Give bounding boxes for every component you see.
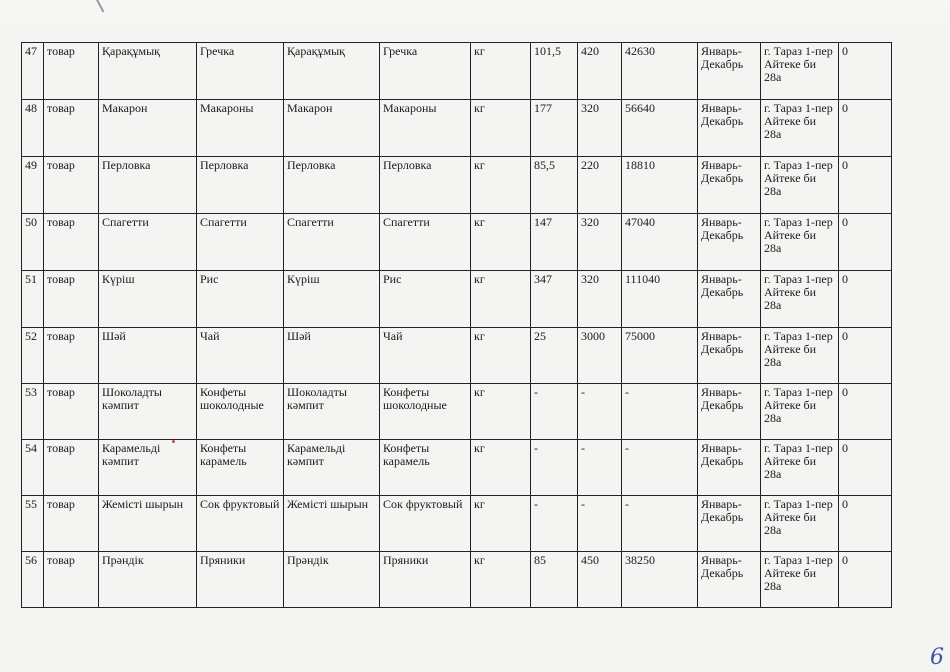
cell-price: 450 — [578, 552, 622, 608]
cell-name-russian: Пряники — [197, 552, 284, 608]
cell-price: 320 — [578, 271, 622, 328]
cell-name-kazakh-2: Жемісті шырын — [284, 496, 380, 552]
cell-name-kazakh: Перловка — [99, 157, 197, 214]
cell-item-type: товар — [44, 496, 99, 552]
cell-name-kazakh: Күріш — [99, 271, 197, 328]
cell-delivery-place: г. Тараз 1-пер Айтеке би 28а — [761, 214, 839, 271]
cell-row-number: 55 — [22, 496, 44, 552]
cell-unit: кг — [471, 384, 531, 440]
cell-sum: 111040 — [622, 271, 698, 328]
cell-name-kazakh-2: Перловка — [284, 157, 380, 214]
cell-row-number: 47 — [22, 43, 44, 100]
cell-name-russian: Сок фруктовый — [197, 496, 284, 552]
cell-advance-percent: 0 — [839, 440, 892, 496]
cell-advance-percent: 0 — [839, 496, 892, 552]
cell-name-russian-2: Конфеты карамель — [380, 440, 471, 496]
cell-row-number: 50 — [22, 214, 44, 271]
cell-advance-percent: 0 — [839, 100, 892, 157]
cell-sum: - — [622, 496, 698, 552]
cell-price: - — [578, 440, 622, 496]
cell-delivery-place: г. Тараз 1-пер Айтеке би 28а — [761, 384, 839, 440]
cell-name-russian: Рис — [197, 271, 284, 328]
cell-advance-percent: 0 — [839, 328, 892, 384]
table-row — [22, 384, 892, 440]
cell-unit: кг — [471, 157, 531, 214]
cell-price: - — [578, 496, 622, 552]
cell-period: Январь-Декабрь — [698, 384, 761, 440]
cell-row-number: 52 — [22, 328, 44, 384]
cell-delivery-place: г. Тараз 1-пер Айтеке би 28а — [761, 496, 839, 552]
cell-name-russian-2: Рис — [380, 271, 471, 328]
cell-row-number: 53 — [22, 384, 44, 440]
table-row — [22, 43, 892, 100]
cell-delivery-place: г. Тараз 1-пер Айтеке би 28а — [761, 328, 839, 384]
cell-quantity: 347 — [531, 271, 578, 328]
cell-name-russian-2: Чай — [380, 328, 471, 384]
cell-sum: 56640 — [622, 100, 698, 157]
cell-unit: кг — [471, 496, 531, 552]
cell-name-kazakh-2: Карамельді кәмпит — [284, 440, 380, 496]
cell-advance-percent: 0 — [839, 552, 892, 608]
cell-quantity: 85 — [531, 552, 578, 608]
cell-sum: 75000 — [622, 328, 698, 384]
cell-name-russian-2: Конфеты шоколодные — [380, 384, 471, 440]
cell-item-type: товар — [44, 157, 99, 214]
cell-name-kazakh-2: Прәндік — [284, 552, 380, 608]
cell-period: Январь-Декабрь — [698, 214, 761, 271]
cell-quantity: 85,5 — [531, 157, 578, 214]
cell-name-kazakh-2: Макарон — [284, 100, 380, 157]
cell-sum: 38250 — [622, 552, 698, 608]
cell-price: 320 — [578, 214, 622, 271]
cell-name-kazakh: Шәй — [99, 328, 197, 384]
cell-advance-percent: 0 — [839, 43, 892, 100]
cell-name-kazakh: Жемісті шырын — [99, 496, 197, 552]
cell-sum: 42630 — [622, 43, 698, 100]
cell-name-kazakh: Макарон — [99, 100, 197, 157]
table-row — [22, 440, 892, 496]
cell-row-number: 48 — [22, 100, 44, 157]
cell-name-russian: Гречка — [197, 43, 284, 100]
cell-advance-percent: 0 — [839, 157, 892, 214]
cell-row-number: 54 — [22, 440, 44, 496]
cell-advance-percent: 0 — [839, 271, 892, 328]
cell-quantity: 25 — [531, 328, 578, 384]
cell-quantity: 177 — [531, 100, 578, 157]
cell-row-number: 49 — [22, 157, 44, 214]
cell-price: 220 — [578, 157, 622, 214]
cell-item-type: товар — [44, 271, 99, 328]
cell-sum: - — [622, 440, 698, 496]
cell-row-number: 56 — [22, 552, 44, 608]
cell-item-type: товар — [44, 440, 99, 496]
cell-period: Январь-Декабрь — [698, 100, 761, 157]
cell-name-russian-2: Сок фруктовый — [380, 496, 471, 552]
cell-delivery-place: г. Тараз 1-пер Айтеке би 28а — [761, 440, 839, 496]
cell-name-kazakh: Карамельді кәмпит — [99, 440, 197, 496]
table-row — [22, 157, 892, 214]
table-row — [22, 271, 892, 328]
cell-name-russian-2: Гречка — [380, 43, 471, 100]
cell-name-kazakh: Қарақұмық — [99, 43, 197, 100]
page-number-mark: 6 — [930, 645, 944, 670]
cell-unit: кг — [471, 552, 531, 608]
table-row — [22, 328, 892, 384]
scan-speck — [172, 440, 175, 443]
cell-name-kazakh: Спагетти — [99, 214, 197, 271]
cell-name-russian-2: Спагетти — [380, 214, 471, 271]
cell-unit: кг — [471, 440, 531, 496]
cell-item-type: товар — [44, 214, 99, 271]
cell-period: Январь-Декабрь — [698, 440, 761, 496]
cell-item-type: товар — [44, 100, 99, 157]
cell-name-russian-2: Пряники — [380, 552, 471, 608]
cell-name-russian: Конфеты карамель — [197, 440, 284, 496]
cell-quantity: - — [531, 440, 578, 496]
cell-price: 320 — [578, 100, 622, 157]
cell-period: Январь-Декабрь — [698, 271, 761, 328]
cell-unit: кг — [471, 271, 531, 328]
cell-sum: 47040 — [622, 214, 698, 271]
cell-name-kazakh-2: Спагетти — [284, 214, 380, 271]
cell-period: Январь-Декабрь — [698, 496, 761, 552]
cell-name-russian: Макароны — [197, 100, 284, 157]
cell-name-russian: Конфеты шоколодные — [197, 384, 284, 440]
cell-item-type: товар — [44, 552, 99, 608]
cell-name-kazakh-2: Күріш — [284, 271, 380, 328]
cell-period: Январь-Декабрь — [698, 157, 761, 214]
cell-delivery-place: г. Тараз 1-пер Айтеке би 28а — [761, 157, 839, 214]
cell-delivery-place: г. Тараз 1-пер Айтеке би 28а — [761, 100, 839, 157]
cell-delivery-place: г. Тараз 1-пер Айтеке би 28а — [761, 552, 839, 608]
cell-item-type: товар — [44, 328, 99, 384]
cell-name-russian: Чай — [197, 328, 284, 384]
cell-name-kazakh-2: Шоколадты кәмпит — [284, 384, 380, 440]
cell-row-number: 51 — [22, 271, 44, 328]
cell-unit: кг — [471, 100, 531, 157]
cell-price: 3000 — [578, 328, 622, 384]
cell-name-russian-2: Макароны — [380, 100, 471, 157]
cell-name-kazakh-2: Шәй — [284, 328, 380, 384]
cell-sum: - — [622, 384, 698, 440]
cell-advance-percent: 0 — [839, 214, 892, 271]
cell-unit: кг — [471, 214, 531, 271]
procurement-table — [21, 42, 892, 608]
table-row — [22, 552, 892, 608]
cell-item-type: товар — [44, 43, 99, 100]
cell-quantity: 147 — [531, 214, 578, 271]
cell-name-kazakh: Прәндік — [99, 552, 197, 608]
cell-period: Январь-Декабрь — [698, 328, 761, 384]
cell-name-kazakh-2: Қарақұмық — [284, 43, 380, 100]
cell-sum: 18810 — [622, 157, 698, 214]
cell-name-russian-2: Перловка — [380, 157, 471, 214]
cell-delivery-place: г. Тараз 1-пер Айтеке би 28а — [761, 271, 839, 328]
cell-delivery-place: г. Тараз 1-пер Айтеке би 28а — [761, 43, 839, 100]
cell-period: Январь-Декабрь — [698, 43, 761, 100]
cell-quantity: - — [531, 496, 578, 552]
cell-price: - — [578, 384, 622, 440]
table-body — [22, 43, 892, 608]
cell-unit: кг — [471, 43, 531, 100]
table-row — [22, 496, 892, 552]
cell-period: Январь-Декабрь — [698, 552, 761, 608]
cell-unit: кг — [471, 328, 531, 384]
cell-name-russian: Спагетти — [197, 214, 284, 271]
table-row — [22, 100, 892, 157]
cell-item-type: товар — [44, 384, 99, 440]
scan-top-edge — [0, 0, 950, 40]
cell-price: 420 — [578, 43, 622, 100]
cell-name-russian: Перловка — [197, 157, 284, 214]
cell-advance-percent: 0 — [839, 384, 892, 440]
cell-name-kazakh: Шоколадты кәмпит — [99, 384, 197, 440]
cell-quantity: - — [531, 384, 578, 440]
table-row — [22, 214, 892, 271]
cell-quantity: 101,5 — [531, 43, 578, 100]
